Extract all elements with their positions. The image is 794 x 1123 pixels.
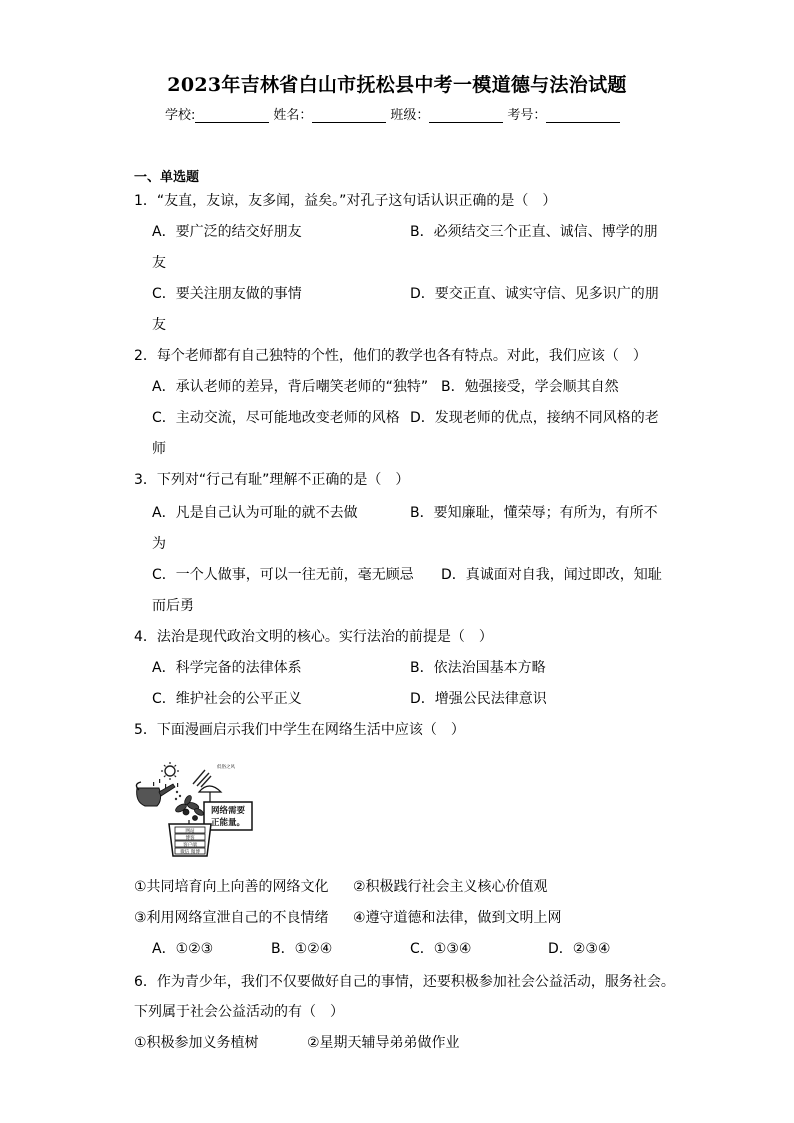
question-3-option-b-wrap: 为 bbox=[152, 536, 166, 552]
question-1-option-b: B．必须结交三个正直、诚信、博学的朋 bbox=[410, 224, 658, 240]
svg-text:低俗之风: 低俗之风 bbox=[217, 765, 235, 770]
svg-text:正能量。: 正能量。 bbox=[210, 818, 246, 828]
question-5-option-d: D．②③④ bbox=[548, 941, 611, 957]
question-5-statement-1: ①共同培育向上向善的网络文化 bbox=[134, 879, 329, 895]
exam-no-label: 考号： bbox=[507, 108, 547, 123]
svg-text:博客: 博客 bbox=[185, 836, 195, 841]
plant-icon bbox=[174, 794, 204, 820]
name-blank[interactable] bbox=[312, 108, 386, 123]
question-5-statement-4: ④遵守道德和法律，做到文明上网 bbox=[353, 910, 562, 926]
school-label: 学校: bbox=[165, 108, 196, 123]
svg-text:微信 微博: 微信 微博 bbox=[180, 850, 200, 855]
question-1-option-d-wrap: 友 bbox=[152, 317, 166, 333]
sun-icon bbox=[161, 762, 179, 780]
question-4-option-d: D．增强公民法律意识 bbox=[410, 691, 547, 707]
question-3-option-b: B．要知廉耻，懂荣辱；有所为，有所不 bbox=[410, 505, 658, 521]
student-info-row bbox=[165, 104, 624, 123]
svg-text:网络需要: 网络需要 bbox=[210, 806, 246, 816]
flower-pot bbox=[169, 824, 211, 856]
question-5-statement-2: ②积极践行社会主义核心价值观 bbox=[353, 879, 548, 895]
name-label: 姓名： bbox=[273, 108, 313, 123]
question-6-statement-1: ①积极参加义务植树 bbox=[134, 1035, 259, 1051]
question-5-option-a: A．①②③ bbox=[152, 941, 214, 957]
question-5-option-b: B．①②④ bbox=[271, 941, 333, 957]
question-3-option-d: D．真诚面对自我，闻过即改，知耻 bbox=[441, 567, 662, 583]
question-3-option-c: C．一个人做事，可以一往无前，毫无顾忌 bbox=[152, 567, 414, 583]
section-heading: 一、单选题 bbox=[134, 170, 200, 185]
question-2-option-b: B．勉强接受，学会顺其自然 bbox=[441, 379, 619, 395]
question-2-option-d: D．发现老师的优点，接纳不同风格的老 bbox=[410, 410, 659, 426]
question-2-option-c: C．主动交流，尽可能地改变老师的风格 bbox=[152, 410, 400, 426]
question-4-stem: 4．法治是现代政治文明的核心。实行法治的前提是（ ） bbox=[134, 629, 493, 645]
question-5-stem: 5．下面漫画启示我们中学生在网络生活中应该（ ） bbox=[134, 722, 465, 738]
question-3-stem: 3．下列对“行己有耻”理解不正确的是（ ） bbox=[134, 472, 410, 488]
question-3-option-a: A．凡是自己认为可耻的就不去做 bbox=[152, 505, 358, 521]
question-6-stem-wrap: 下列属于社会公益活动的有（ ） bbox=[134, 1004, 344, 1020]
question-5-statement-3: ③利用网络宣泄自己的不良情绪 bbox=[134, 910, 329, 926]
class-blank[interactable] bbox=[429, 108, 503, 123]
question-4-option-b: B．依法治国基本方略 bbox=[410, 660, 546, 676]
svg-text:客户端: 客户端 bbox=[183, 843, 197, 848]
question-2-stem: 2．每个老师都有自己独特的个性，他们的教学也各有特点。对此，我们应该（ ） bbox=[134, 348, 647, 364]
question-4-option-a: A．科学完备的法律体系 bbox=[152, 660, 302, 676]
cartoon-image bbox=[133, 762, 257, 858]
question-5-option-c: C．①③④ bbox=[410, 941, 472, 957]
wind-label bbox=[217, 763, 235, 770]
wind-icon bbox=[193, 770, 211, 787]
question-3-option-d-wrap: 而后勇 bbox=[152, 598, 194, 614]
question-1-option-d: D．要交正直、诚实守信、见多识广的朋 bbox=[410, 286, 659, 302]
question-2-option-d-wrap: 师 bbox=[152, 441, 166, 457]
page-title: 2023年吉林省白山市抚松县中考一模道德与法治试题 bbox=[167, 74, 627, 96]
class-label: 班级： bbox=[390, 108, 430, 123]
question-2-option-a: A．承认老师的差异，背后嘲笑老师的“独特” bbox=[152, 379, 429, 395]
svg-text:网站: 网站 bbox=[185, 829, 195, 834]
question-1-option-b-wrap: 友 bbox=[152, 255, 166, 271]
question-6-stem: 6．作为青少年，我们不仅要做好自己的事情，还要积极参加社会公益活动，服务社会。 bbox=[134, 974, 675, 990]
question-4-option-c: C．维护社会的公平正义 bbox=[152, 691, 302, 707]
question-1-option-c: C．要关注朋友做的事情 bbox=[152, 286, 302, 302]
water-drops-icon bbox=[175, 791, 181, 800]
question-1-stem: 1．“友直，友谅，友多闻，益矣。”对孔子这句话认识正确的是（ ） bbox=[134, 193, 557, 209]
school-blank[interactable] bbox=[195, 108, 269, 123]
question-1-option-a: A．要广泛的结交好朋友 bbox=[152, 224, 302, 240]
exam-no-blank[interactable] bbox=[546, 108, 620, 123]
watering-can-icon bbox=[136, 782, 175, 806]
question-6-statement-2: ②星期天辅导弟弟做作业 bbox=[307, 1035, 460, 1051]
